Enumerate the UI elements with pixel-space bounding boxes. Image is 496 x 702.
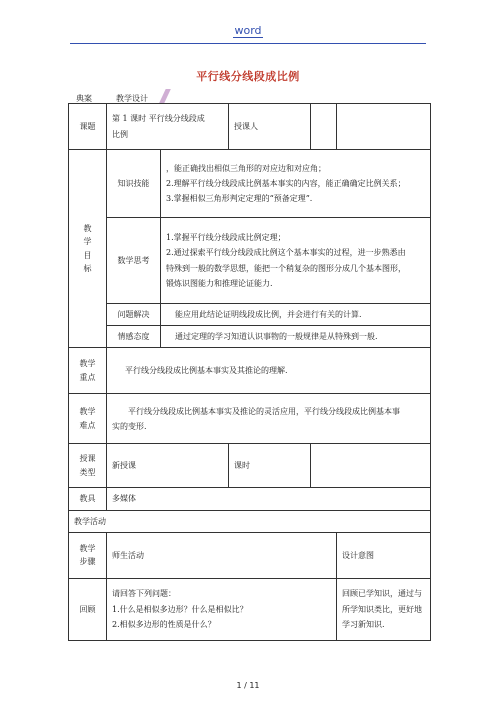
document-title: 平行线分线段成比例 bbox=[196, 70, 300, 83]
row-tools bbox=[69, 488, 431, 510]
key-label bbox=[69, 348, 107, 394]
review-intent-line: 回顾已学知识，通过与 bbox=[342, 589, 422, 599]
teacher-extra bbox=[337, 104, 431, 150]
banner-right: 教学设计 bbox=[116, 94, 148, 103]
topic-value-line2: 比例 bbox=[112, 129, 128, 139]
goals-label-1: 教 bbox=[83, 223, 92, 233]
math-thinking-content bbox=[161, 218, 431, 304]
math-thinking-item: 特殊到一般的数学思想，能把一个稍复杂的图形分成几个基本图形， bbox=[166, 263, 406, 273]
steps-label bbox=[69, 532, 107, 578]
row-review bbox=[69, 578, 431, 640]
difficult-label-2: 难点 bbox=[79, 420, 96, 430]
problem-label: 问题解决 bbox=[107, 304, 161, 326]
type-label-2: 类型 bbox=[79, 467, 96, 477]
teacher-value bbox=[311, 104, 337, 150]
period-label: 课时 bbox=[229, 444, 311, 488]
difficult-value bbox=[107, 394, 431, 444]
steps-label-2: 步骤 bbox=[79, 557, 96, 567]
attitude-value: 通过定理的学习知道认识事物的一般规律是从特殊到一般. bbox=[161, 326, 431, 348]
key-label-2: 重点 bbox=[79, 372, 96, 382]
difficult-value-line1: 平行线分线段成比例基本事实及推论的灵活应用，平行线分线段成比例基本事 bbox=[128, 406, 400, 416]
banner-decoration bbox=[154, 89, 176, 103]
intent-label: 设计意图 bbox=[337, 532, 431, 578]
row-difficult-point bbox=[69, 394, 431, 444]
type-label-1: 授课 bbox=[79, 454, 96, 464]
knowledge-item: 2.理解平行线分线段成比例基本事实的内容，能正确确定比例关系； bbox=[166, 178, 406, 188]
key-label-1: 教学 bbox=[79, 359, 96, 369]
lesson-plan-table bbox=[68, 103, 431, 641]
row-knowledge bbox=[69, 150, 431, 218]
row-math-thinking bbox=[69, 218, 431, 304]
difficult-label bbox=[69, 394, 107, 444]
review-intent-line: 学习新知识. bbox=[342, 619, 385, 629]
review-content bbox=[107, 578, 337, 640]
knowledge-content bbox=[161, 150, 431, 218]
review-item: 请回答下列问题： bbox=[112, 589, 176, 599]
steps-label-1: 教学 bbox=[79, 543, 96, 553]
row-steps-header bbox=[69, 532, 431, 578]
review-item: 2.相似多边形的性质是什么？ bbox=[112, 619, 216, 629]
attitude-label: 情感态度 bbox=[107, 326, 161, 348]
row-problem bbox=[69, 304, 431, 326]
math-thinking-item: 2.通过探索平行线分线段成比例这个基本事实的过程，进一步熟悉由 bbox=[166, 248, 406, 258]
tools-label: 教具 bbox=[69, 488, 107, 510]
row-lesson-type bbox=[69, 444, 431, 488]
math-thinking-item: 锻炼识图能力和推理论证能力. bbox=[166, 278, 273, 288]
banner-left: 典案 bbox=[76, 94, 92, 103]
header-rule bbox=[70, 43, 426, 44]
goals-label bbox=[69, 150, 107, 348]
topic-value bbox=[107, 104, 229, 150]
knowledge-label: 知识技能 bbox=[107, 150, 161, 218]
goals-label-4: 标 bbox=[83, 264, 92, 274]
activities-label: 教学活动 bbox=[69, 510, 431, 532]
tools-value: 多媒体 bbox=[107, 488, 431, 510]
difficult-label-1: 教学 bbox=[79, 407, 96, 417]
review-label: 回顾 bbox=[69, 578, 107, 640]
goals-label-3: 目 bbox=[83, 250, 92, 260]
math-thinking-label: 数学思考 bbox=[107, 218, 161, 304]
math-thinking-item: 1.掌握平行线分线段成比例定理； bbox=[166, 233, 286, 243]
knowledge-item: ，能正确找出相似三角形的对应边和对应角； bbox=[166, 163, 326, 173]
review-intent bbox=[337, 578, 431, 640]
teacher-student-label: 师生活动 bbox=[107, 532, 337, 578]
row-activities bbox=[69, 510, 431, 532]
goals-label-2: 学 bbox=[83, 237, 92, 247]
difficult-value-line2: 实的变形. bbox=[112, 421, 147, 431]
banner bbox=[68, 93, 430, 103]
header-word-text: word bbox=[234, 24, 262, 37]
type-value: 新授课 bbox=[107, 444, 229, 488]
topic-label: 课题 bbox=[69, 104, 107, 150]
review-item: 1.什么是相似多边形？什么是相似比？ bbox=[112, 604, 248, 614]
header-word bbox=[0, 24, 496, 37]
problem-value: 能应用此结论证明线段成比例，并会进行有关的计算. bbox=[161, 304, 431, 326]
teacher-label: 授课人 bbox=[229, 104, 311, 150]
period-value bbox=[311, 444, 431, 488]
row-topic bbox=[69, 104, 431, 150]
topic-value-line1: 第 1 课时 平行线分线段成 bbox=[112, 114, 205, 124]
review-intent-line: 所学知识类比，更好地 bbox=[342, 604, 422, 614]
row-key-point bbox=[69, 348, 431, 394]
knowledge-item: 3.掌握相似三角形判定定理的“预备定理”. bbox=[166, 194, 313, 204]
key-value: 平行线分线段成比例基本事实及其推论的理解. bbox=[107, 348, 431, 394]
page-number: 1 / 11 bbox=[236, 681, 260, 690]
row-attitude bbox=[69, 326, 431, 348]
type-label bbox=[69, 444, 107, 488]
